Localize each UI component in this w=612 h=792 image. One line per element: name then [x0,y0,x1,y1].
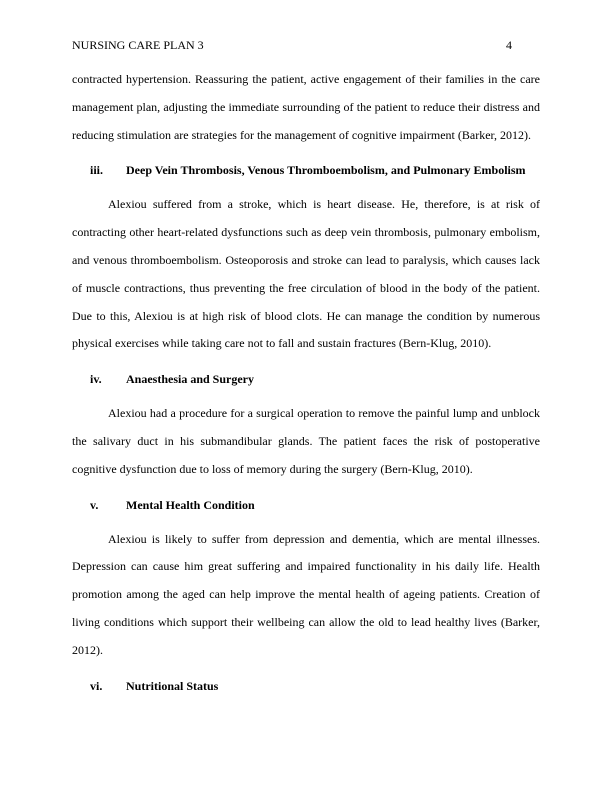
section-heading-nutrition [72,678,540,694]
document-body [72,66,540,707]
paragraph-cognitive-impairment-end: contracted hypertension. Reassuring the patient, active engagement of their families in the care management plan, adjusting the immediate surrounding of the patient to reduce their distress and reducing stimulation are strategies for the management of cognitive impairment (Barker, 2012). [72,72,540,142]
section-heading-anaesthesia [72,371,540,387]
section-title: Mental Health Condition [126,497,255,512]
running-header [72,37,540,53]
section-number: v. [90,497,99,512]
section-heading-mental-health [72,497,540,513]
paragraph-dvt: Alexiou suffered from a stroke, which is heart disease. He, therefore, is at risk of contracting other heart-related dysfunctions such as deep vein thrombosis, pulmonary embolism, and venous thromboembolism. Osteoporosis and stroke can lead to paralysis, which causes lack of muscle contractions, thus preventing the free circulation of blood in the body of the patient. Due to this, Alexiou is at high risk of blood clots. He can manage the condition by numerous physical exercises while taking care not to fall and sustain fractures (Bern-Klug, 2010). [72,197,540,351]
section-title: Nutritional Status [126,678,219,693]
paragraph-anaesthesia: Alexiou had a procedure for a surgical operation to remove the painful lump and unblock the salivary duct in his submandibular glands. The patient faces the risk of postoperative cognitive dysfunction due to loss of memory during the surgery (Bern-Klug, 2010). [72,406,540,476]
section-title: Anaesthesia and Surgery [126,372,255,387]
paragraph-mental-health: Alexiou is likely to suffer from depression and dementia, which are mental illnesses. Depression can cause him great suffering and impaired functionality in his daily life. Health promotion among the aged can help improve the mental health of ageing patients. Creation of living conditions which support their wellbeing can allow the old to lead healthy lives (Barker, 2012). [72,531,540,657]
header-title: NURSING CARE PLAN 3 [72,38,204,52]
section-heading-dvt [72,162,540,178]
section-number: iii. [90,163,104,178]
section-title: Deep Vein Thrombosis, Venous Thromboembolism, and Pulmonary Embolism [126,163,526,178]
section-number: iv. [90,372,102,387]
section-number: vi. [90,678,103,693]
page-number: 4 [506,38,512,52]
